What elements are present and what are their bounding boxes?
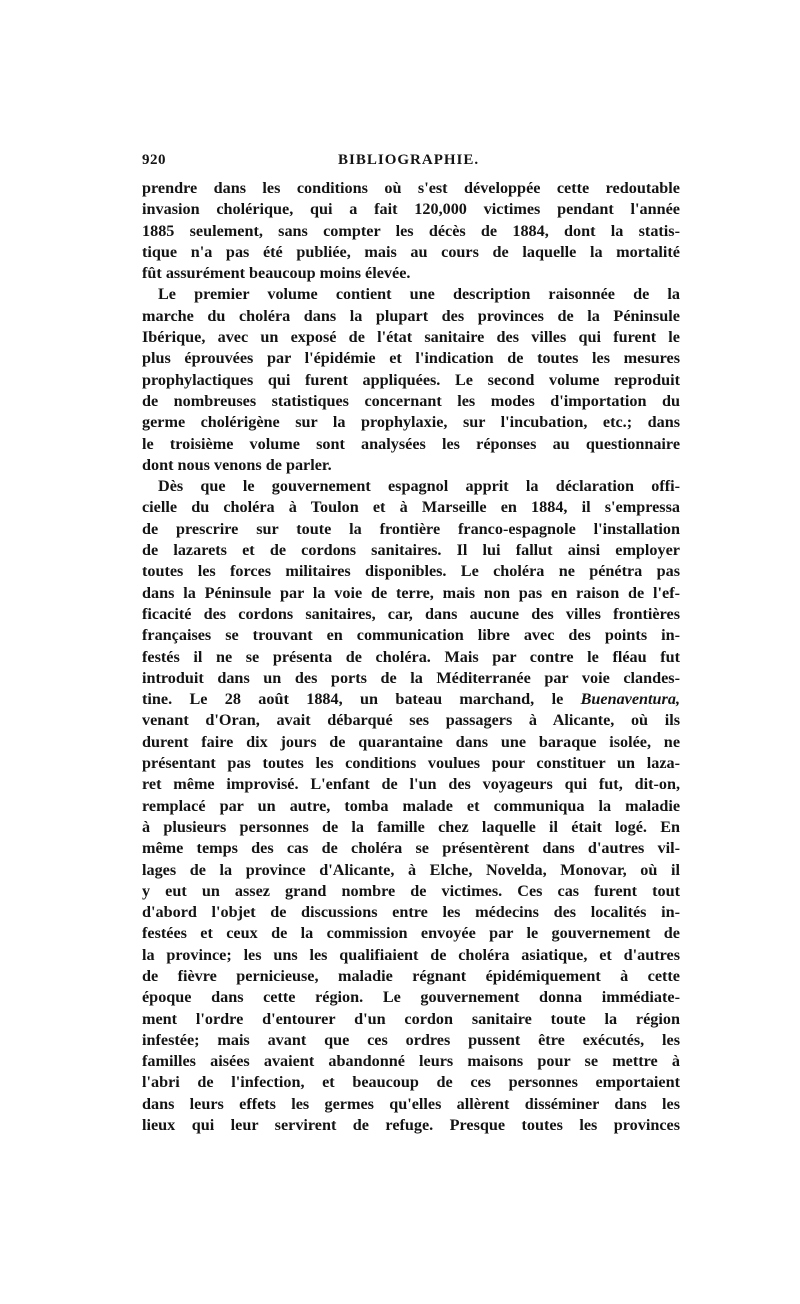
text-line: de prescrire sur toute la frontière franco-espagnole l'installation bbox=[142, 519, 680, 538]
text-line: prendre dans les conditions où s'est développée cette redoutable bbox=[142, 179, 680, 197]
text-line: festées et ceux de la commission envoyée par le gouvernement de bbox=[142, 924, 680, 943]
text-line: tique n'a pas été publiée, mais au cours de laquelle la mortalité bbox=[142, 242, 680, 261]
text-line: dans la Péninsule par la voie de terre, mais non pas en raison de l'ef- bbox=[142, 583, 680, 602]
text-line: remplacé par un autre, tomba malade et communiqua la maladie bbox=[142, 796, 680, 815]
text-line: marche du choléra dans la plupart des provinces de la Péninsule bbox=[142, 306, 680, 325]
text-line: de lazarets et de cordons sanitaires. Il lui fallut ainsi employer bbox=[142, 541, 680, 560]
paragraph-2 bbox=[142, 284, 680, 476]
book-page bbox=[142, 150, 680, 1136]
text-line: d'abord l'objet de discussions entre les médecins des localités in- bbox=[142, 903, 680, 922]
text-line: ret même improvisé. L'enfant de l'un des voyageurs qui fut, dit-on, bbox=[142, 775, 680, 794]
text-line: Dès que le gouvernement espagnol apprit la déclaration offi- bbox=[158, 477, 680, 496]
text-line: ficacité des cordons sanitaires, car, dans aucune des villes frontières bbox=[142, 604, 680, 623]
text-line: festés il ne se présenta de choléra. Mais par contre le fléau fut bbox=[142, 647, 680, 666]
text-line: même temps des cas de choléra se présentèrent dans d'autres vil- bbox=[142, 839, 680, 858]
paragraph-3 bbox=[142, 476, 680, 1136]
text-line: lieux qui leur servirent de refuge. Presque toutes les provinces bbox=[142, 1116, 680, 1135]
text-line-with-ship-name bbox=[142, 689, 680, 710]
text-line: invasion cholérique, qui a fait 120,000 victimes pendant l'année bbox=[142, 200, 680, 219]
text-line: familles aisées avaient abandonné leurs maisons pour se mettre à bbox=[142, 1052, 680, 1071]
text-line: de fièvre pernicieuse, maladie régnant épidémiquement à cette bbox=[142, 966, 680, 985]
text-line: fût assurément beaucoup moins élevée. bbox=[142, 264, 411, 283]
text-line: infestée; mais avant que ces ordres pussent être exécutés, les bbox=[142, 1030, 680, 1049]
text-line: toutes les forces militaires disponibles. Le choléra ne pénétra pas bbox=[142, 562, 680, 581]
text-line: présentant pas toutes les conditions voulues pour constituer un laza- bbox=[142, 754, 680, 773]
running-title: BIBLIOGRAPHIE. bbox=[338, 152, 480, 168]
text-line: le troisième volume sont analysées les réponses au questionnaire bbox=[142, 434, 680, 453]
text-line: françaises se trouvant en communication libre avec des points in- bbox=[142, 626, 680, 645]
text-line: ment l'ordre d'entourer d'un cordon sanitaire toute la région bbox=[142, 1009, 680, 1028]
text-line: de nombreuses statistiques concernant les modes d'importation du bbox=[142, 391, 680, 410]
page-number: 920 bbox=[142, 152, 166, 168]
text-line: lages de la province d'Alicante, à Elche, Novelda, Monovar, où il bbox=[142, 860, 680, 879]
text-line: époque dans cette région. Le gouvernement donna immédiate- bbox=[142, 988, 680, 1007]
text-line: prophylactiques qui furent appliquées. Le second volume reproduit bbox=[142, 370, 680, 389]
text-line: Le premier volume contient une description raisonnée de la bbox=[158, 285, 680, 304]
ship-name: Buenaventura, bbox=[580, 690, 680, 709]
text-line: dont nous venons de parler. bbox=[142, 455, 332, 474]
text-line: l'abri de l'infection, et beaucoup de ces personnes emportaient bbox=[142, 1073, 680, 1092]
text-line: introduit dans un des ports de la Méditerranée par voie clandes- bbox=[142, 668, 680, 687]
text-line: 1885 seulement, sans compter les décès de 1884, dont la statis- bbox=[142, 221, 680, 240]
text-fragment: tine. Le 28 août 1884, un bateau marchand, le bbox=[142, 690, 581, 709]
running-header bbox=[142, 150, 680, 176]
text-line: Ibérique, avec un exposé de l'état sanitaire des villes qui furent le bbox=[142, 328, 680, 347]
text-line: plus éprouvées par l'épidémie et l'indication de toutes les mesures bbox=[142, 349, 680, 368]
text-line: durent faire dix jours de quarantaine dans une baraque isolée, ne bbox=[142, 732, 680, 751]
text-line: la province; les uns les qualifiaient de choléra asiatique, et d'autres bbox=[142, 945, 680, 964]
text-line: cielle du choléra à Toulon et à Marseille en 1884, il s'empressa bbox=[142, 498, 680, 517]
text-line: venant d'Oran, avait débarqué ses passagers à Alicante, où ils bbox=[142, 711, 680, 730]
text-line: dans leurs effets les germes qu'elles allèrent disséminer dans les bbox=[142, 1094, 680, 1113]
text-line: germe cholérigène sur la prophylaxie, sur l'incubation, etc.; dans bbox=[142, 413, 680, 432]
text-line: y eut un assez grand nombre de victimes. Ces cas furent tout bbox=[142, 881, 680, 900]
paragraph-1 bbox=[142, 178, 680, 284]
text-line: à plusieurs personnes de la famille chez laquelle il était logé. En bbox=[142, 817, 680, 836]
